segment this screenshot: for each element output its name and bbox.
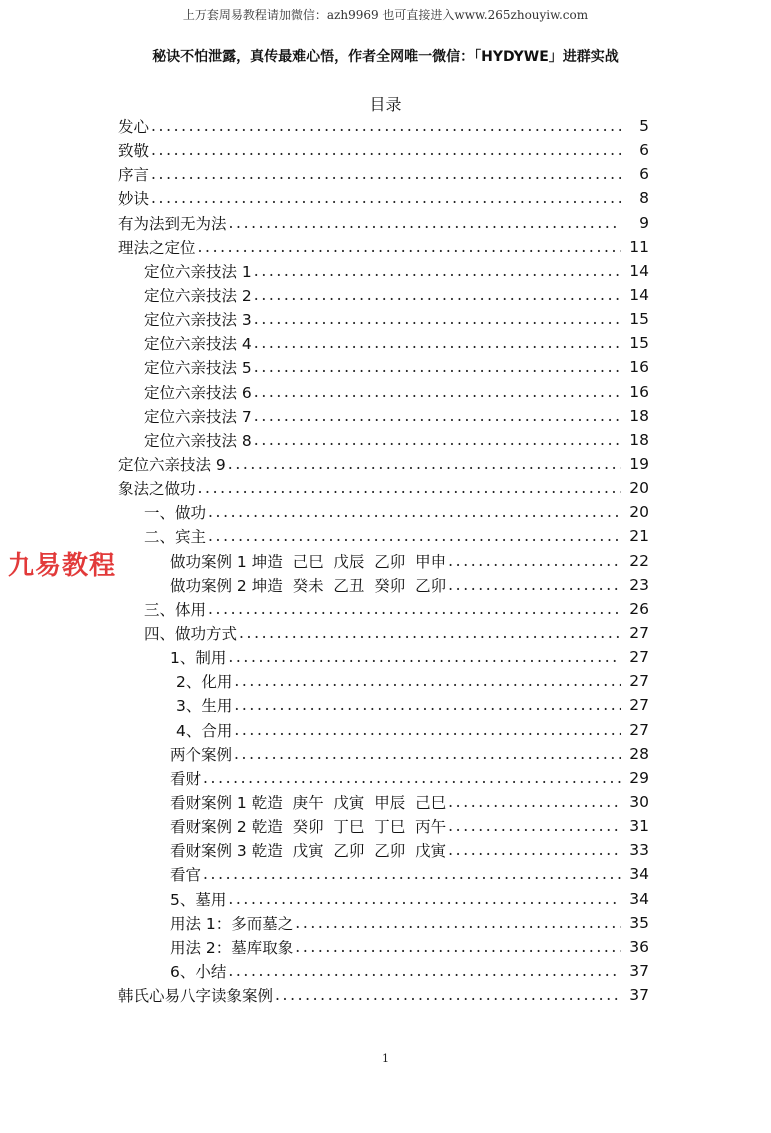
toc-item-page: 36 [629,937,649,956]
toc-item-label: 6、小结 [170,962,227,981]
toc-item[interactable] [0,476,649,500]
toc-item-page: 15 [629,310,649,329]
toc-item-page: 15 [629,334,649,353]
toc-leader-dots [239,624,621,642]
toc-item[interactable] [0,669,649,693]
toc-item-label: 定位六亲技法 9 [118,456,226,475]
toc-item[interactable] [0,814,649,838]
toc-leader-dots [448,817,621,835]
toc-leader-dots [151,165,621,183]
toc-item-page: 35 [629,913,649,932]
toc-item[interactable] [0,983,649,1007]
toc-item-label: 1、制用 [170,649,227,668]
toc-item-label: 有为法到无为法 [118,214,227,233]
toc-item-label: 定位六亲技法 8 [144,431,252,450]
toc-item-page: 27 [629,720,649,739]
toc-item[interactable] [0,307,649,331]
toc-item-label: 3、生用 [176,697,233,716]
toc-item[interactable] [0,693,649,717]
toc-item-page: 30 [629,793,649,811]
toc-item-page: 19 [629,455,649,474]
toc-item-label: 韩氏心易八字读象案例 [118,987,274,1006]
toc-item-page: 34 [629,865,649,884]
toc-item-page: 33 [629,841,649,860]
top-banner: 上万套周易教程请加微信：azh9969 也可直接进入www.265zhouyiw.com [182,8,589,22]
toc-item-page: 27 [629,672,649,691]
toc-leader-dots [203,865,621,883]
toc-item-label: 一、做功 [144,504,207,523]
toc-leader-dots [208,503,621,521]
toc-item-page: 18 [629,406,649,425]
toc-item-page: 26 [629,599,649,618]
toc-item-label: 看财案例 3 乾造 戊寅 乙卯 乙卯 戊寅 [170,842,447,861]
toc-leader-dots [228,648,621,666]
toc-item-label: 定位六亲技法 6 [144,383,252,402]
toc-item[interactable] [0,428,649,452]
toc-item-page: 16 [629,358,649,377]
toc-item-page: 5 [639,117,649,136]
toc-item-page: 37 [629,961,649,980]
toc-item[interactable] [0,211,649,235]
toc-item[interactable] [0,911,649,935]
toc-item[interactable] [0,862,649,886]
toc-item-label: 四、做功方式 [144,625,238,644]
toc-item[interactable] [0,380,649,404]
toc-item-page: 14 [629,261,649,280]
toc-item[interactable] [0,259,649,283]
toc-item-page: 20 [629,479,649,498]
toc-leader-dots [295,914,621,932]
toc-item-label: 做功案例 1 坤造 己巳 戊辰 乙卯 甲申 [170,552,447,571]
toc-leader-dots [254,431,621,449]
page-number: 1 [382,1052,389,1065]
toc-item[interactable] [0,500,649,524]
toc-item-label: 看财案例 2 乾造 癸卯 丁巳 丁巳 丙午 [170,818,447,837]
toc-item-page: 20 [629,503,649,522]
toc-item-page: 21 [629,527,649,546]
toc-item-page: 8 [639,189,649,208]
toc-item[interactable] [0,887,649,911]
toc-item-label: 三、体用 [144,600,207,619]
toc-item-page: 18 [629,430,649,449]
toc-item[interactable] [0,935,649,959]
toc-item[interactable] [0,452,649,476]
toc-item-label: 序言 [118,166,150,185]
toc-item[interactable] [0,186,649,210]
toc-item-label: 定位六亲技法 7 [144,407,252,426]
toc-item[interactable] [0,331,649,355]
toc-item[interactable] [0,235,649,259]
toc-item-label: 妙诀 [118,190,150,209]
toc-item-label: 定位六亲技法 1 [144,262,252,281]
toc-item-page: 28 [629,744,649,763]
toc-leader-dots [234,721,621,739]
toc-item[interactable] [0,404,649,428]
toc-item-page: 23 [629,575,649,594]
toc-leader-dots [448,793,621,811]
toc-item[interactable] [0,283,649,307]
toc-leader-dots [234,745,621,763]
toc-item-label: 定位六亲技法 5 [144,359,252,378]
toc-item-page: 16 [629,382,649,401]
toc-item-page: 6 [639,141,649,160]
toc-item-page: 9 [639,213,649,232]
toc-leader-dots [151,117,621,135]
toc-item-label: 定位六亲技法 4 [144,335,252,354]
toc-item-label: 用法 2：墓库取象 [170,938,294,957]
toc-leader-dots [254,407,621,425]
toc-item-page: 37 [629,986,649,1005]
toc-item-label: 致敬 [118,142,150,161]
toc-item-page: 27 [629,696,649,715]
toc-item[interactable] [0,114,649,138]
toc-title: 目录 [369,95,402,114]
toc-leader-dots [228,890,621,908]
toc-item[interactable] [0,742,649,766]
toc-item-label: 看财 [170,769,202,788]
toc-leader-dots [228,455,621,473]
toc-item[interactable] [0,718,649,742]
toc-leader-dots [151,189,621,207]
toc-leader-dots [275,986,621,1004]
toc-leader-dots [151,141,621,159]
toc-item-label: 做功案例 2 坤造 癸未 乙丑 癸卯 乙卯 [170,576,447,595]
toc-item[interactable] [0,355,649,379]
toc-item-page: 27 [629,648,649,667]
toc-leader-dots [295,938,621,956]
toc-item[interactable] [0,790,649,814]
toc-leader-dots [448,552,621,570]
toc-item-label: 象法之做功 [118,480,196,499]
toc-item-label: 二、宾主 [144,528,207,547]
toc-item[interactable] [0,162,649,186]
toc-item-label: 看财案例 1 乾造 庚午 戊寅 甲辰 己巳 [170,794,447,812]
toc-leader-dots [448,576,621,594]
toc-item[interactable] [0,621,649,645]
toc-item-page: 11 [629,237,649,256]
toc-leader-dots [234,672,621,690]
toc-leader-dots [198,238,621,256]
toc-leader-dots [254,310,621,328]
toc-item[interactable] [0,766,649,790]
toc-item[interactable] [0,838,649,862]
toc-item-page: 31 [629,817,649,836]
toc-item[interactable] [0,959,649,983]
toc-leader-dots [254,262,621,280]
toc-item-page: 27 [629,624,649,643]
toc-item-page: 22 [629,551,649,570]
secret-line: 秘诀不怕泄露，真传最难心悟，作者全网唯一微信：「HYDYWE」进群实战 [152,49,619,65]
watermark: 九易教程 [8,551,117,581]
toc-leader-dots [208,527,621,545]
toc-item-page: 14 [629,286,649,305]
toc-item-page: 34 [629,889,649,908]
toc-item[interactable] [0,138,649,162]
toc-item-page: 6 [639,165,649,184]
toc-leader-dots [208,600,621,618]
toc-item-label: 看官 [170,866,202,885]
toc-item-label: 2、化用 [176,673,233,692]
toc-item-label: 定位六亲技法 2 [144,287,252,306]
toc-item-label: 定位六亲技法 3 [144,311,252,330]
toc-leader-dots [234,696,621,714]
toc-item-label: 两个案例 [170,745,233,764]
toc-leader-dots [254,334,621,352]
toc-leader-dots [203,769,621,787]
toc-leader-dots [228,962,621,980]
toc-leader-dots [448,841,621,859]
toc-item-label: 理法之定位 [118,238,196,257]
toc-leader-dots [254,358,621,376]
toc-leader-dots [198,479,621,497]
toc-leader-dots [229,214,621,232]
toc-item-label: 4、合用 [176,721,233,740]
toc-item-label: 用法 1：多而墓之 [170,914,294,933]
toc-leader-dots [254,383,621,401]
toc-item-label: 5、墓用 [170,890,227,909]
toc-item[interactable] [0,645,649,669]
toc-item-label: 发心 [118,118,150,137]
toc-leader-dots [254,286,621,304]
toc-item[interactable] [0,597,649,621]
toc-item-page: 29 [629,768,649,787]
